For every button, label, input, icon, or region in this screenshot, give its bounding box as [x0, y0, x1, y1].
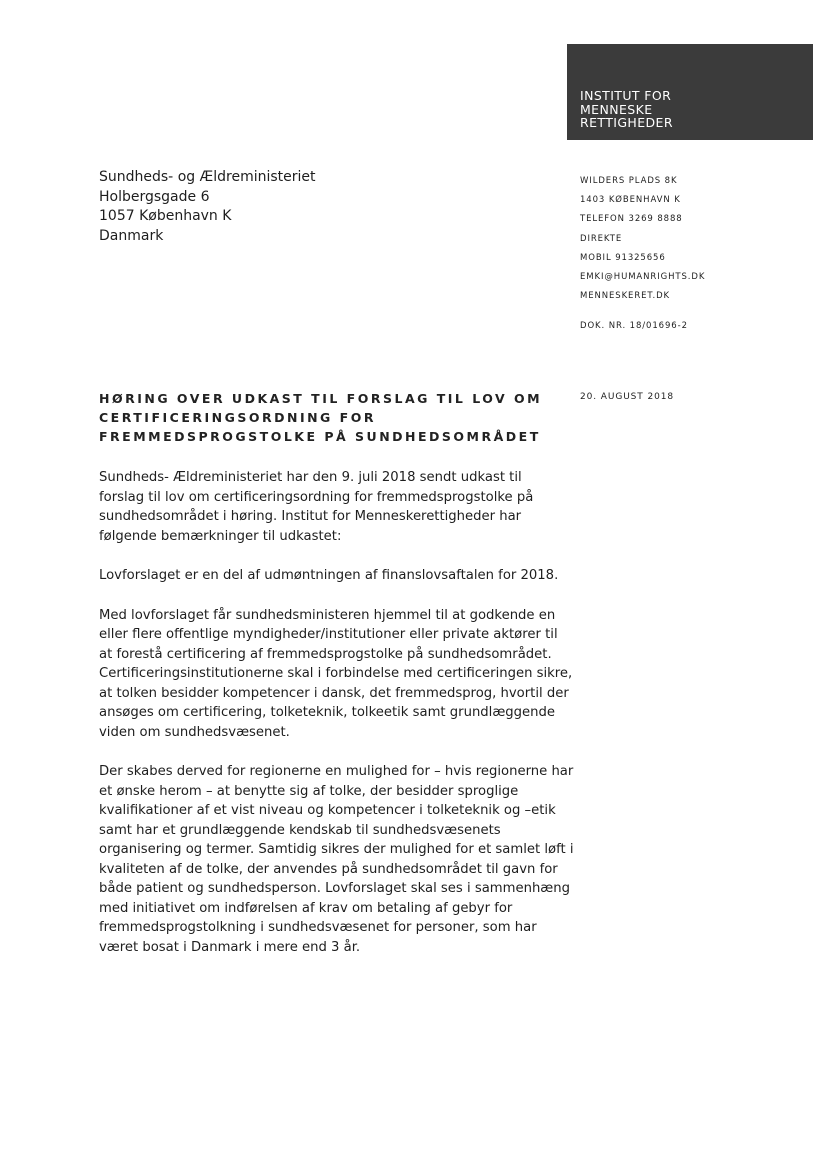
- logo-text: [580, 89, 673, 130]
- body-line: Sundheds- Ældreministeriet har den 9. juli 2018 sendt udkast til: [99, 470, 522, 485]
- body-line: forslag til lov om certificeringsordning for fremmedsprogstolke på: [99, 489, 534, 505]
- body-line: et ønske herom – at benytte sig af tolke, der besidder sproglige: [99, 783, 519, 799]
- contact-line: MOBIL 91325656: [580, 252, 666, 263]
- recipient-line: Sundheds- og Ældreministeriet: [99, 169, 316, 185]
- contact-line: DIREKTE: [580, 233, 623, 244]
- letter-date: 20. AUGUST 2018: [580, 392, 674, 402]
- document-number: DOK. NR. 18/01696-2: [580, 321, 688, 331]
- recipient-line: 1057 København K: [99, 208, 232, 224]
- body-line: Lovforslaget er en del af udmøntningen af finanslovsaftalen for 2018.: [99, 568, 559, 583]
- heading-line: FREMMEDSPROGSTOLKE PÅ SUNDHEDSOMRÅDET: [99, 429, 541, 444]
- body-line: kvalifikationer af et vist niveau og kompetencer i tolketeknik og –etik: [99, 803, 556, 818]
- logo-line: INSTITUT FOR: [580, 88, 672, 103]
- body-line: Der skabes derved for regionerne en mulighed for – hvis regionerne har: [99, 764, 574, 779]
- body-line: ansøges om certificering, tolketeknik, tolkeetik samt grundlæggende: [99, 705, 555, 720]
- body-line: været bosat i Danmark i mere end 3 år.: [99, 939, 361, 955]
- heading-line: HØRING OVER UDKAST TIL FORSLAG TIL LOV OM: [99, 391, 543, 406]
- letter-body: [99, 468, 574, 977]
- body-line: Med lovforslaget får sundhedsministeren hjemmel til at godkende en: [99, 607, 556, 623]
- recipient-line: Danmark: [99, 227, 164, 244]
- contact-line: MENNESKERET.DK: [580, 291, 671, 302]
- letter-heading: [99, 389, 549, 446]
- recipient-line: Holbergsgade 6: [99, 188, 210, 205]
- logo-line: RETTIGHEDER: [580, 115, 673, 130]
- contact-line: EMKI@HUMANRIGHTS.DK: [580, 272, 706, 283]
- paragraph: [99, 468, 569, 546]
- paragraph: [99, 566, 569, 586]
- contact-info: [580, 172, 705, 306]
- contact-line: WILDERS PLADS 8K: [580, 176, 678, 186]
- body-line: samt har et grundlæggende kendskab til sundhedsvæsenets: [99, 822, 501, 838]
- institute-logo: [567, 44, 813, 140]
- logo-line: MENNESKE: [580, 101, 653, 117]
- paragraph: [99, 762, 574, 957]
- contact-line: 1403 KØBENHAVN K: [580, 195, 681, 206]
- body-line: fremmedsprogstolkning i sundhedsvæsenet for personer, som har: [99, 920, 537, 935]
- recipient-address: [99, 168, 316, 246]
- body-line: følgende bemærkninger til udkastet:: [99, 528, 342, 544]
- body-line: eller flere offentlige myndigheder/institutioner eller private aktører til: [99, 627, 558, 642]
- paragraph: [99, 606, 573, 743]
- body-line: både patient og sundhedsperson. Lovforslaget skal ses i sammenhæng: [99, 881, 570, 896]
- body-line: Certificeringsinstitutionerne skal i forbindelse med certificeringen sikre,: [99, 666, 573, 681]
- body-line: sundhedsområdet i høring. Institut for Menneskerettigheder har: [99, 509, 522, 524]
- contact-line: TELEFON 3269 8888: [580, 214, 683, 225]
- body-line: viden om sundhedsvæsenet.: [99, 724, 290, 740]
- body-line: kvaliteten af de tolke, der anvendes på sundhedsområdet til gavn for: [99, 861, 558, 877]
- body-line: organisering og termer. Samtidig sikres der mulighed for et samlet løft i: [99, 842, 574, 857]
- body-line: at forestå certificering af fremmedsprogstolke på sundhedsområdet.: [99, 646, 552, 662]
- body-line: med initiativet om indførelsen af krav om betaling af gebyr for: [99, 900, 513, 916]
- body-line: at tolken besidder kompetencer i dansk, det fremmedsprog, hvortil der: [99, 685, 569, 701]
- heading-line: CERTIFICERINGSORDNING FOR: [99, 410, 376, 425]
